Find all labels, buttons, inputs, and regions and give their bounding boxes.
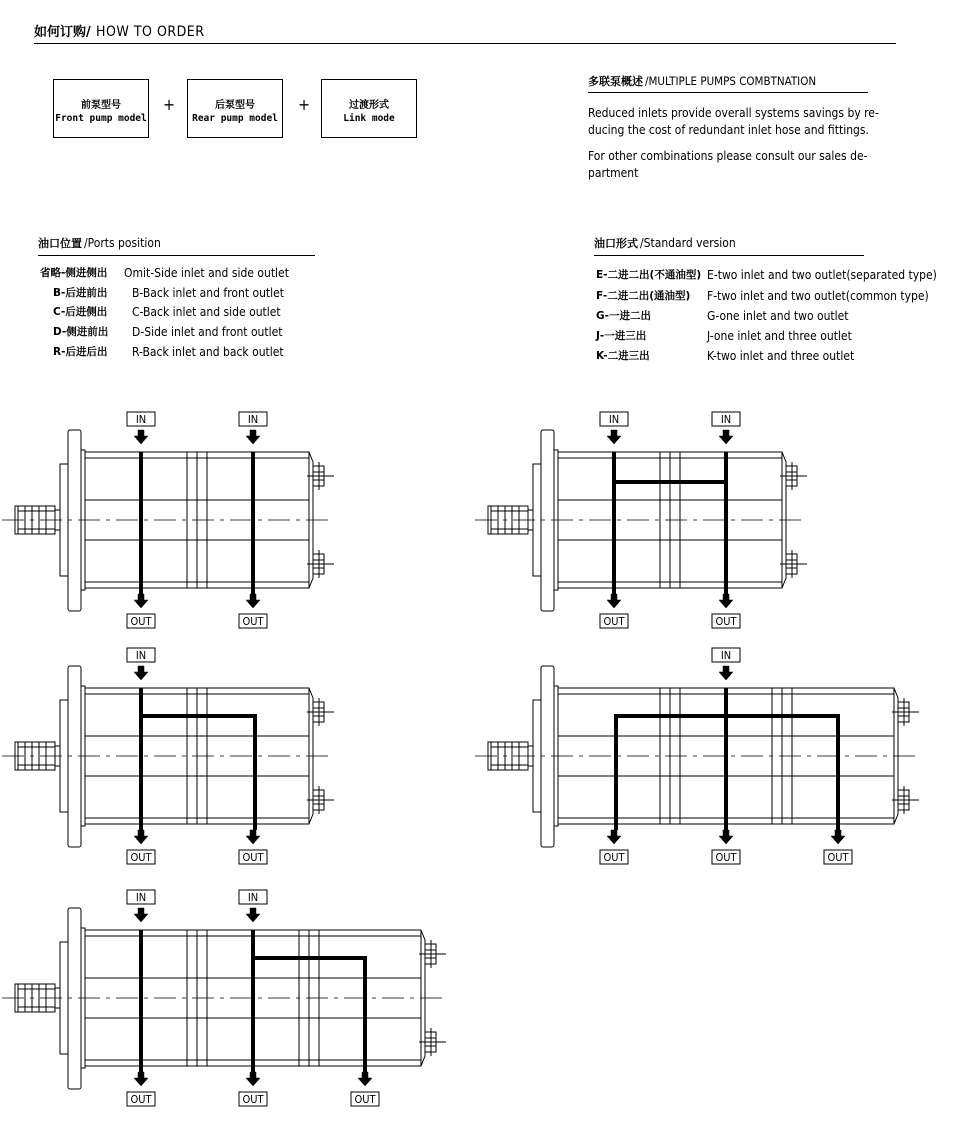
- version-code: G-一进二出: [596, 310, 651, 322]
- ports-desc: C-Back inlet and side outlet: [132, 305, 281, 319]
- mounting-flange: [68, 908, 81, 1089]
- outlet-arrow: [719, 594, 733, 608]
- out-label: OUT: [603, 615, 625, 628]
- multiple-p2-line2: partment: [588, 166, 639, 180]
- inlet-arrow: [246, 430, 260, 444]
- multiple-p1-line2: ducing the cost of redundant inlet hose and fittings.: [588, 123, 869, 137]
- ports-desc: D-Side inlet and front outlet: [132, 325, 283, 339]
- out-label: OUT: [242, 1093, 264, 1106]
- version-code: E-二进二出(不通油型): [596, 269, 702, 281]
- ports-desc: Omit-Side inlet and side outlet: [124, 266, 289, 280]
- in-label: IN: [720, 649, 732, 662]
- version-desc: G-one inlet and two outlet: [707, 309, 849, 323]
- outlet-arrow: [134, 594, 148, 608]
- pump-diagram: [2, 412, 334, 628]
- mounting-flange: [541, 430, 554, 611]
- version-desc: E-two inlet and two outlet(separated type): [707, 268, 937, 282]
- ports-code: C-后进侧出: [53, 306, 108, 318]
- ports-title-en: /Ports position: [84, 236, 161, 250]
- inlet-arrow: [719, 430, 733, 444]
- out-label: OUT: [603, 851, 625, 864]
- version-code: K-二进三出: [596, 350, 650, 362]
- front-pump-label-en: Front pump model: [55, 113, 147, 124]
- flow-path: [141, 716, 255, 830]
- multiple-p1-line1: Reduced inlets provide overall systems savings by re-: [588, 106, 879, 120]
- outlet-arrow: [831, 830, 845, 844]
- in-label: IN: [247, 413, 259, 426]
- multiple-title-cn: 多联泵概述: [588, 75, 643, 88]
- outlet-arrow: [719, 830, 733, 844]
- in-label: IN: [247, 891, 259, 904]
- version-desc: F-two inlet and two outlet(common type): [707, 289, 929, 303]
- plus-sign-2: +: [298, 95, 311, 114]
- inlet-arrow: [246, 908, 260, 922]
- inlet-arrow: [719, 666, 733, 680]
- ports-desc: B-Back inlet and front outlet: [132, 286, 285, 300]
- in-label: IN: [135, 649, 147, 662]
- outlet-arrow: [134, 1072, 148, 1086]
- pump-diagram: [475, 412, 807, 628]
- header-title-cn: 如何订购/: [34, 25, 91, 40]
- in-label: IN: [720, 413, 732, 426]
- out-label: OUT: [715, 615, 737, 628]
- link-mode-label-cn: 过渡形式: [349, 100, 389, 111]
- in-label: IN: [135, 891, 147, 904]
- version-code: J-一进三出: [596, 330, 647, 342]
- out-label: OUT: [130, 615, 152, 628]
- version-code: F-二进二出(通油型): [596, 290, 691, 302]
- mounting-flange: [541, 666, 554, 847]
- pump-diagram: [2, 648, 334, 864]
- link-mode-label-en: Link mode: [343, 113, 395, 124]
- outlet-arrow: [246, 594, 260, 608]
- inlet-arrow: [607, 430, 621, 444]
- version-desc: J-one inlet and three outlet: [707, 329, 852, 343]
- out-label: OUT: [827, 851, 849, 864]
- outlet-arrow: [246, 1072, 260, 1086]
- in-label: IN: [608, 413, 620, 426]
- plus-sign-1: +: [163, 95, 176, 114]
- pump-diagram: [2, 890, 446, 1106]
- outlet-arrow: [246, 830, 260, 844]
- outlet-arrow: [607, 830, 621, 844]
- out-label: OUT: [130, 1093, 152, 1106]
- inlet-arrow: [134, 666, 148, 680]
- out-label: OUT: [354, 1093, 376, 1106]
- multiple-title-en: /MULTIPLE PUMPS COMBTNATION: [645, 74, 817, 88]
- outlet-arrow: [607, 594, 621, 608]
- mounting-flange: [68, 430, 81, 611]
- outlet-arrow: [358, 1072, 372, 1086]
- inlet-arrow: [134, 430, 148, 444]
- out-label: OUT: [715, 851, 737, 864]
- multiple-p2-line1: For other combinations please consult our sales de-: [588, 149, 868, 163]
- ports-code: D-侧进前出: [53, 326, 109, 338]
- ports-code: B-后进前出: [53, 287, 108, 299]
- out-label: OUT: [242, 851, 264, 864]
- rear-pump-label-en: Rear pump model: [192, 113, 278, 124]
- outlet-arrow: [134, 830, 148, 844]
- header-title-en: HOW TO ORDER: [96, 24, 205, 40]
- ports-desc: R-Back inlet and back outlet: [132, 345, 284, 359]
- out-label: OUT: [242, 615, 264, 628]
- front-pump-label-cn: 前泵型号: [81, 100, 121, 111]
- pump-diagram: [475, 648, 919, 864]
- out-label: OUT: [130, 851, 152, 864]
- ports-code: 省略-侧进侧出: [40, 267, 108, 279]
- mounting-flange: [68, 666, 81, 847]
- ports-title-cn: 油口位置: [38, 237, 82, 250]
- ports-code: R-后进后出: [53, 346, 108, 358]
- inlet-arrow: [134, 908, 148, 922]
- version-title-cn: 油口形式: [594, 237, 638, 250]
- in-label: IN: [135, 413, 147, 426]
- version-desc: K-two inlet and three outlet: [707, 349, 855, 363]
- version-title-en: /Standard version: [640, 236, 736, 250]
- rear-pump-label-cn: 后泵型号: [215, 100, 255, 111]
